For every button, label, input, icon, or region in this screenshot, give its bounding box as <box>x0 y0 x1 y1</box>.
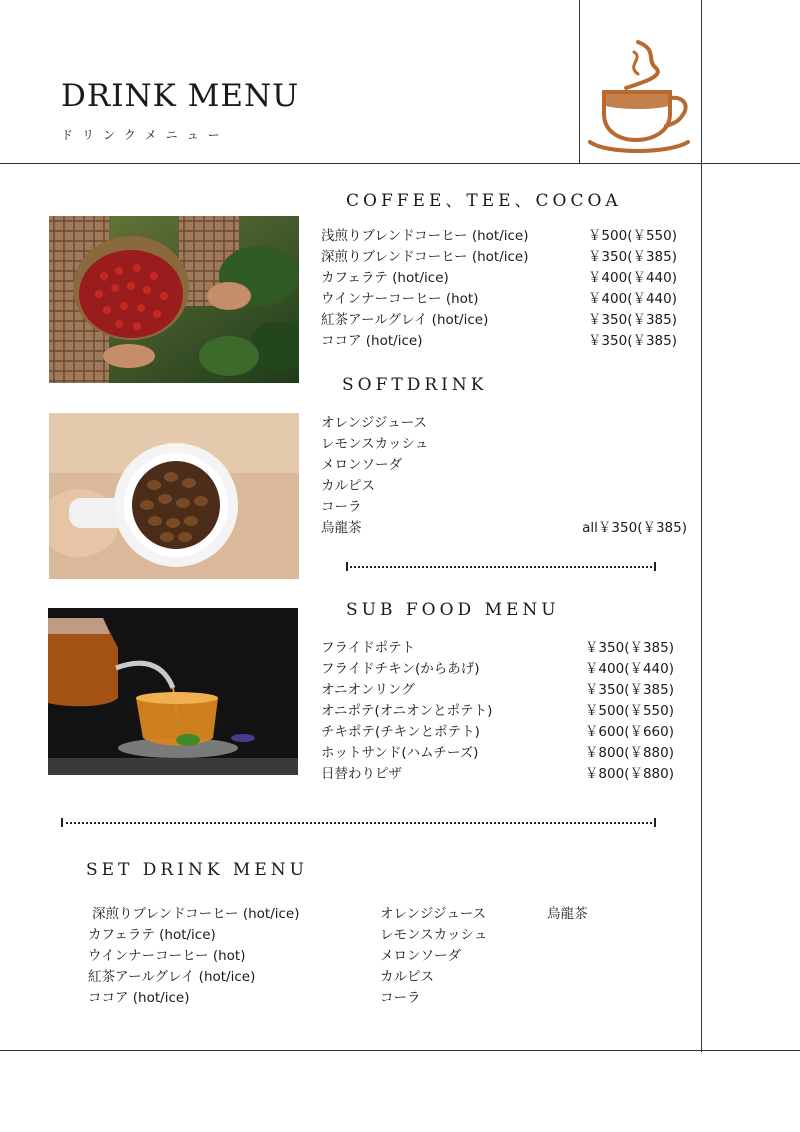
menu-item <box>321 331 677 352</box>
softdrink-item: レモンスカッシュ <box>321 436 429 452</box>
menu-item <box>321 310 677 331</box>
item-name: ウインナーコーヒー (hot) <box>321 291 479 307</box>
item-price: ￥350(￥385) <box>587 333 677 349</box>
tea-pouring-photo <box>48 608 298 775</box>
footer-divider <box>0 1050 800 1051</box>
item-name: 日替わりピザ <box>321 766 402 782</box>
setdrink-item: カフェラテ (hot/ice) <box>88 927 216 943</box>
item-price: ￥400(￥440) <box>587 291 677 307</box>
menu-item <box>321 247 677 268</box>
item-price: ￥400(￥440) <box>587 270 677 286</box>
item-price: ￥350(￥385) <box>587 312 677 328</box>
setdrink-item: 紅茶アールグレイ (hot/ice) <box>88 969 256 985</box>
page-title: DRINK MENU <box>61 78 300 114</box>
menu-item <box>321 701 674 722</box>
item-price: ￥500(￥550) <box>584 703 674 719</box>
menu-item <box>321 268 677 289</box>
setdrink-item: 深煎りブレンドコーヒー (hot/ice) <box>92 906 300 922</box>
setdrink-item: コーラ <box>380 990 421 1006</box>
item-name: カフェラテ (hot/ice) <box>321 270 449 286</box>
softdrink-list <box>321 413 428 539</box>
coffee-heading: COFFEE、TEE、COCOA <box>346 191 622 211</box>
setdrink-column-1 <box>88 904 300 1009</box>
softdrink-item: コーラ <box>321 499 362 515</box>
menu-item <box>321 289 677 310</box>
item-price: ￥350(￥385) <box>587 249 677 265</box>
item-name: ホットサンド(ハムチーズ) <box>321 745 479 761</box>
softdrink-price: all￥350(￥385) <box>582 520 687 536</box>
item-name: ココア (hot/ice) <box>321 333 423 349</box>
setdrink-item: オレンジジュース <box>380 906 487 922</box>
subfood-heading: SUB FOOD MENU <box>346 600 560 620</box>
item-name: フライドチキン(からあげ) <box>321 661 480 677</box>
dotted-divider <box>346 566 656 568</box>
item-price: ￥400(￥440) <box>584 661 674 677</box>
menu-item <box>321 764 674 785</box>
setdrink-item: メロンソーダ <box>380 948 461 964</box>
setdrink-item: 烏龍茶 <box>547 906 588 922</box>
header-divider <box>0 163 800 164</box>
softdrink-item: メロンソーダ <box>321 457 402 473</box>
page-subtitle: ドリンクメニュー <box>61 128 229 142</box>
item-price: ￥350(￥385) <box>584 640 674 656</box>
coffee-cup-icon <box>586 36 694 160</box>
item-name: 深煎りブレンドコーヒー (hot/ice) <box>321 249 529 265</box>
item-price: ￥800(￥880) <box>584 745 674 761</box>
item-name: オニオンリング <box>321 682 415 698</box>
item-name: 紅茶アールグレイ (hot/ice) <box>321 312 489 328</box>
setdrink-heading: SET DRINK MENU <box>86 860 308 880</box>
softdrink-item: オレンジジュース <box>321 415 428 431</box>
item-price: ￥500(￥550) <box>587 228 677 244</box>
item-name: オニポテ(オニオンとポテト) <box>321 703 493 719</box>
item-price: ￥600(￥660) <box>584 724 674 740</box>
item-name: チキポテ(チキンとポテト) <box>321 724 480 740</box>
item-name: 浅煎りブレンドコーヒー (hot/ice) <box>321 228 529 244</box>
softdrink-heading: SOFTDRINK <box>342 375 488 395</box>
dotted-divider <box>61 822 656 824</box>
softdrink-item: カルピス <box>321 478 375 494</box>
item-price: ￥800(￥880) <box>584 766 674 782</box>
item-name: フライドポテト <box>321 640 416 656</box>
coffee-beans-cup-photo <box>49 413 299 579</box>
menu-item <box>321 226 677 247</box>
setdrink-item: レモンスカッシュ <box>380 927 488 943</box>
menu-item <box>321 743 674 764</box>
setdrink-column-2 <box>380 904 487 1009</box>
item-price: ￥350(￥385) <box>584 682 674 698</box>
setdrink-item: カルピス <box>380 969 434 985</box>
logo-box-left-border <box>579 0 580 164</box>
setdrink-column-3 <box>547 904 588 925</box>
menu-item <box>321 638 674 659</box>
menu-item <box>321 659 674 680</box>
right-vertical-rule <box>701 0 702 1052</box>
setdrink-item: ココア (hot/ice) <box>88 990 190 1006</box>
menu-item <box>321 722 674 743</box>
setdrink-item: ウインナーコーヒー (hot) <box>88 948 246 964</box>
softdrink-item: 烏龍茶 <box>321 520 362 536</box>
coffee-cherries-basket-photo <box>49 216 299 383</box>
menu-item <box>321 680 674 701</box>
